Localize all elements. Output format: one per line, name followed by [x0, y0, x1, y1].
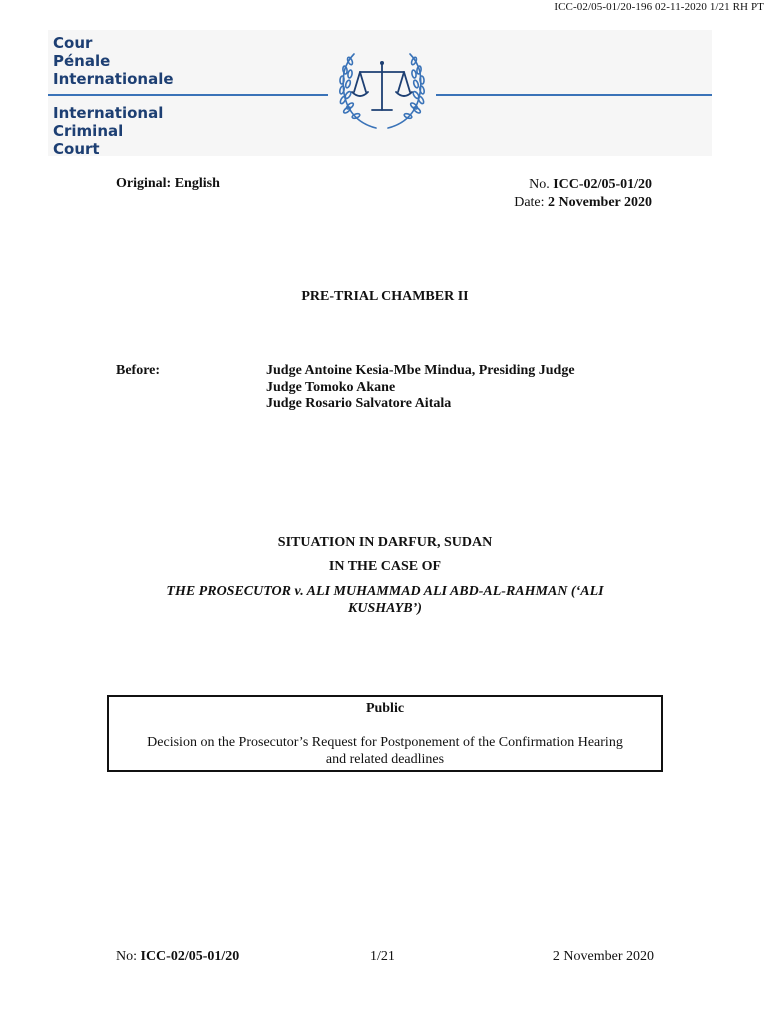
registry-stamp: ICC-02/05-01/20-196 02-11-2020 1/21 RH PT [554, 1, 764, 13]
date-line [514, 194, 652, 212]
judge-name: Judge Rosario Salvatore Aitala [266, 396, 452, 411]
chamber-heading: PRE-TRIAL CHAMBER II [301, 289, 469, 304]
court-name-french-line: Internationale [53, 70, 174, 88]
court-name-french-line: Pénale [53, 52, 111, 70]
case-parties-line: KUSHAYB’) [348, 601, 422, 616]
document-title-box [107, 695, 663, 772]
in-case-of-heading: IN THE CASE OF [328, 559, 442, 574]
judges-list [266, 363, 575, 413]
court-name-english-line: Court [53, 140, 100, 158]
case-parties-line: THE PROSECUTOR v. ALI MUHAMMAD ALI ABD-AL-RAHMAN (‘ALI [166, 584, 604, 599]
court-name-english-line: Criminal [53, 122, 124, 140]
situation-heading: SITUATION IN DARFUR, SUDAN [277, 535, 493, 550]
case-reference [514, 176, 652, 212]
court-name-french [53, 34, 174, 88]
footer-case-number [116, 949, 239, 965]
judge-name: Judge Tomoko Akane [266, 379, 396, 395]
case-number-line [514, 176, 652, 194]
document-date: 2 November 2020 [548, 195, 652, 210]
page-number: 1/21 [370, 949, 395, 964]
footer-date: 2 November 2020 [552, 949, 654, 964]
before-label: Before: [116, 363, 161, 378]
case-parties [130, 583, 640, 617]
footer-no-prefix: No: [116, 949, 141, 964]
original-language: Original: English [116, 176, 220, 191]
court-name-english-line: International [53, 104, 164, 122]
case-number: ICC-02/05-01/20 [553, 177, 652, 192]
case-number-prefix: No. [529, 177, 554, 192]
court-name-english [53, 104, 163, 158]
document-title [113, 734, 657, 768]
scales-of-justice-laurel-icon [330, 50, 434, 132]
classification-label: Public [365, 701, 405, 716]
judge-name: Judge Antoine Kesia-Mbe Mindua, Presiding Judge [266, 363, 575, 378]
document-title-line: and related deadlines [325, 752, 445, 767]
date-prefix: Date: [514, 195, 549, 210]
document-title-line: Decision on the Prosecutor’s Request for Postponement of the Confirmation Hearing [147, 735, 623, 750]
logo-divider-right [436, 94, 712, 96]
logo-divider-left [48, 94, 328, 96]
court-name-french-line: Cour [53, 34, 93, 52]
footer-case-id: ICC-02/05-01/20 [140, 949, 240, 964]
